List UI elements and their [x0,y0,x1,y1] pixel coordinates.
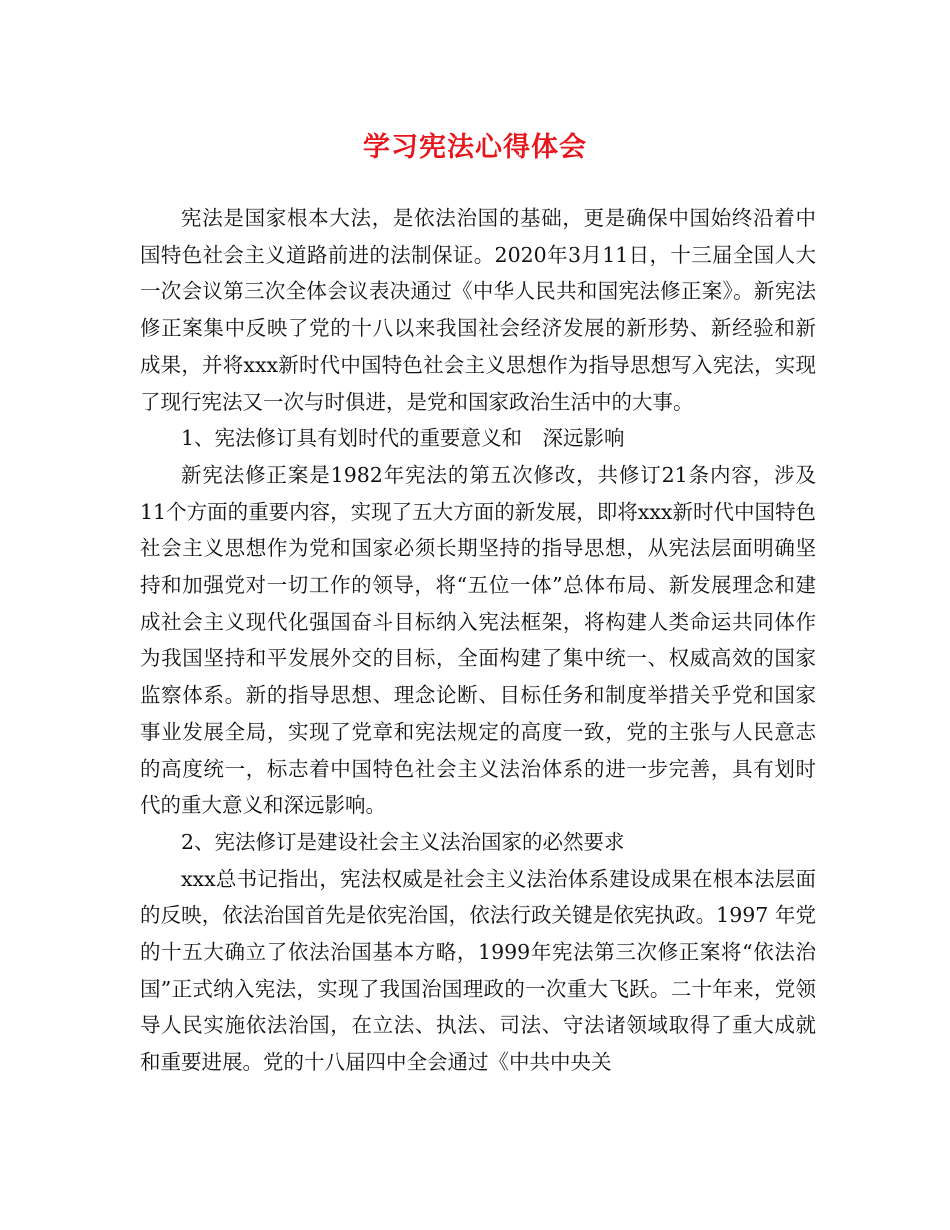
section-heading-1: 1、宪法修订具有划时代的重要意义和 深远影响 [181,426,625,451]
section-heading-2: 2、宪法修订是建设社会主义法治国家的必然要求 [181,829,625,854]
paragraph-section-2: xxx总书记指出，宪法权威是社会主义法治体系建设成果在根本法层面的反映，依法治国首先是依宪治国，依法行政关键是依宪执政。1997 年党的十五大确立了依法治国基本方略，1999年宪法第三次修正案将“依法治国”正式纳入宪法，实现了我国治国理政的一次重大飞跃。二十年来，党领导人民实施依法治国，在立法、执法、司法、守法诸领域取得了重大成就和重要进展。党的十八届四中全会通过《中共中央关 [140,866,816,1075]
paragraph-intro: 宪法是国家根本大法，是依法治国的基础，更是确保中国始终沿着中国特色社会主义道路前进的法制保证。2020年3月11日，十三届全国人大一次会议第三次全体会议表决通过《中华人民共和国宪法修正案》。新宪法修正案集中反映了党的十八以来我国社会经济发展的新形势、新经验和新成果，并将xxx新时代中国特色社会主义思想作为指导思想写入宪法，实现了现行宪法又一次与时俱进，是党和国家政治生活中的大事。 [140,206,816,414]
document-title: 学习宪法心得体会 [363,132,587,163]
paragraph-section-1: 新宪法修正案是1982年宪法的第五次修改，共修订21条内容，涉及11个方面的重要内容，实现了五大方面的新发展，即将xxx新时代中国特色社会主义思想作为党和国家必须长期坚持的指导思想，从宪法层面明确坚持和加强党对一切工作的领导，将“五位一体”总体布局、新发展理念和建成社会主义现代化强国奋斗目标纳入宪法框架，将构建人类命运共同体作为我国坚持和平发展外交的目标，全面构建了集中统一、权威高效的国家监察体系。新的指导思想、理念论断、目标任务和制度举措关乎党和国家事业发展全局，实现了党章和宪法规定的高度一致，党的主张与人民意志的高度统一，标志着中国特色社会主义法治体系的进一步完善，具有划时代的重大意义和深远影响。 [140,462,816,818]
document-body [140,200,816,1081]
